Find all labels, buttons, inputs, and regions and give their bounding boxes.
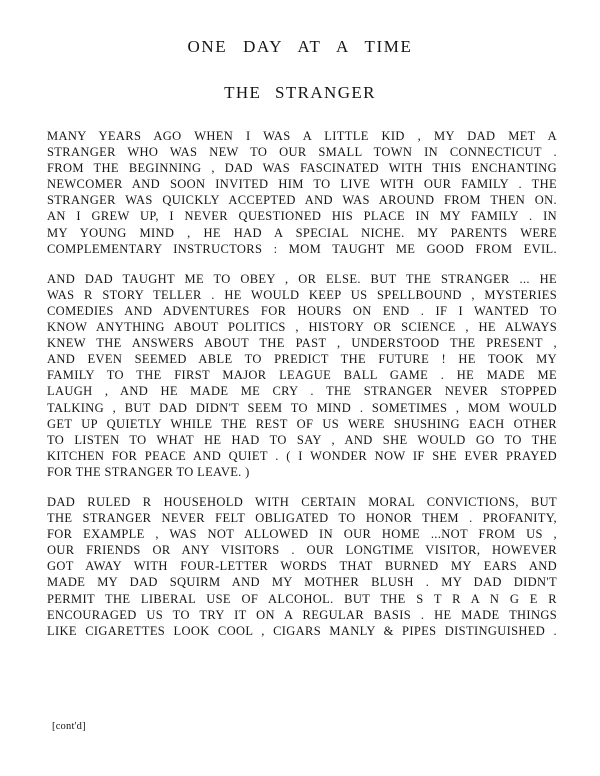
paragraph-3 [47,494,557,639]
text-line: THE STRANGER NEVER FELT OBLIGATED TO HONOR THEM . PROFANITY, [47,511,557,526]
text-line: COMPLEMENTARY INSTRUCTORS : MOM TAUGHT ME GOOD FROM EVIL. [47,241,557,256]
text-line: FOR EXAMPLE , WAS NOT ALLOWED IN OUR HOME ...NOT FROM US , [47,527,557,542]
text-line: KITCHEN FOR PEACE AND QUIET . ( I WONDER NOW IF SHE EVER PRAYED [47,448,557,463]
paragraph-1 [47,128,557,257]
text-line: MY YOUNG MIND , HE HAD A SPECIAL NICHE. MY PARENTS WERE [47,225,557,240]
text-line: KNOW ANYTHING ABOUT POLITICS , HISTORY OR SCIENCE , HE ALWAYS [47,320,557,335]
text-line: DAD RULED R HOUSEHOLD WITH CERTAIN MORAL CONVICTIONS, BUT [47,494,557,509]
document-title: ONE DAY AT A TIME [187,37,413,56]
text-line: FOR THE STRANGER TO LEAVE. ) [47,464,250,479]
paragraph-2 [47,271,557,480]
text-line: AND EVEN SEEMED ABLE TO PREDICT THE FUTURE ! HE TOOK MY [47,352,557,367]
document-body [47,128,557,653]
text-line: NEWCOMER AND SOON INVITED HIM TO LIVE WITH OUR FAMILY . THE [47,177,557,192]
text-line: OUR FRIENDS OR ANY VISITORS . OUR LONGTIME VISITOR, HOWEVER [47,543,557,558]
text-line: FAMILY TO THE FIRST MAJOR LEAGUE BALL GAME . HE MADE ME [47,368,557,383]
text-line: AND DAD TAUGHT ME TO OBEY , OR ELSE. BUT THE STRANGER ... HE [47,271,557,286]
text-line: PERMIT THE LIBERAL USE OF ALCOHOL. BUT THE S T R A N G E R [47,591,557,606]
text-line: WAS R STORY TELLER . HE WOULD KEEP US SPELLBOUND , MYSTERIES [47,287,557,302]
text-line: TALKING , BUT DAD DIDN'T SEEM TO MIND . SOMETIMES , MOM WOULD [47,400,557,415]
text-line: GET UP QUIETLY WHILE THE REST OF US WERE SHUSHING EACH OTHER [47,416,557,431]
text-line: ENCOURAGED US TO TRY IT ON A REGULAR BASIS . HE MADE THINGS [47,607,557,622]
continuation-note: [cont'd] [52,721,86,732]
text-line: LIKE CIGARETTES LOOK COOL , CIGARS MANLY & PIPES DISTINGUISHED . [47,623,557,638]
text-line: STRANGER WHO WAS NEW TO OUR SMALL TOWN IN CONNECTICUT . [47,145,557,160]
text-line: AN I GREW UP, I NEVER QUESTIONED HIS PLACE IN MY FAMILY . IN [47,209,557,224]
text-line: COMEDIES AND ADVENTURES FOR HOURS ON END . IF I WANTED TO [47,303,557,318]
text-line: TO LISTEN TO WHAT HE HAD TO SAY , AND SHE WOULD GO TO THE [47,432,557,447]
text-line: MANY YEARS AGO WHEN I WAS A LITTLE KID , MY DAD MET A [47,129,557,143]
text-line: GOT AWAY WITH FOUR-LETTER WORDS THAT BURNED MY EARS AND [47,559,557,574]
text-line: MADE MY DAD SQUIRM AND MY MOTHER BLUSH . MY DAD DIDN'T [47,575,557,590]
text-line: FROM THE BEGINNING , DAD WAS FASCINATED WITH THIS ENCHANTING [47,161,557,176]
text-line: LAUGH , AND HE MADE ME CRY . THE STRANGER NEVER STOPPED [47,384,557,399]
text-line: STRANGER WAS QUICKLY ACCEPTED AND WAS AROUND FROM THEN ON. [47,193,557,208]
text-line: KNEW THE ANSWERS ABOUT THE PAST , UNDERSTOOD THE PRESENT , [47,336,557,351]
document-subtitle: THE STRANGER [224,83,376,102]
